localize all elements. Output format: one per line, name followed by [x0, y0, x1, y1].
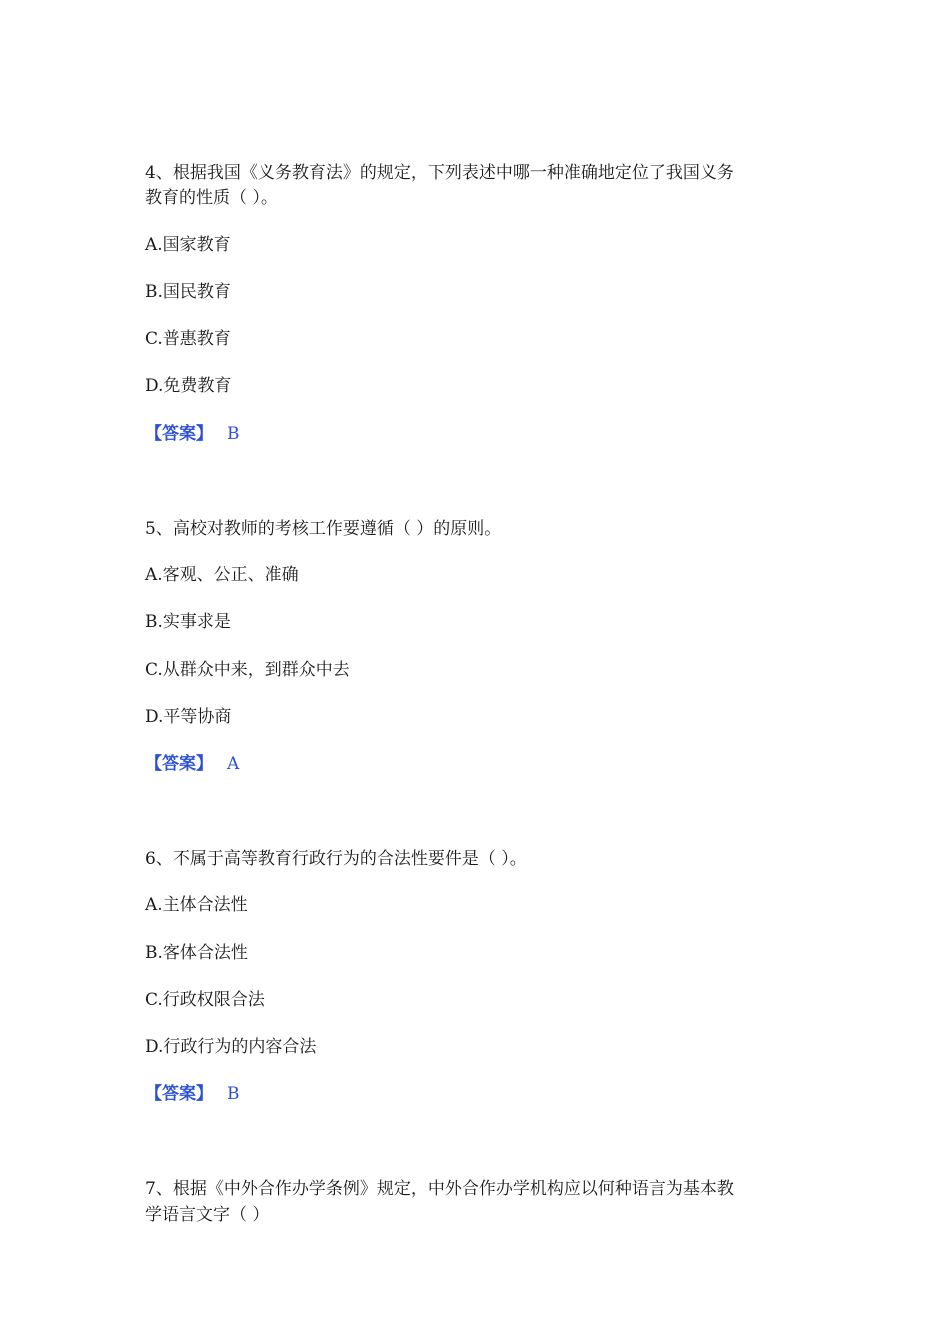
- question-5-stem-line-1: 5、高校对教师的考核工作要遵循（ ）的原则。: [145, 519, 502, 539]
- question-6-option-d: D.行政行为的内容合法: [145, 1037, 317, 1057]
- question-4-stem-line-2: 教育的性质（ ）。: [145, 188, 278, 208]
- question-5-option-b: B.实事求是: [145, 612, 231, 632]
- question-5-option-c: C.从群众中来，到群众中去: [145, 660, 350, 680]
- question-4-option-a: A.国家教育: [145, 235, 231, 255]
- question-6-stem-line-1: 6、不属于高等教育行政行为的合法性要件是（ ）。: [145, 849, 527, 869]
- question-7-stem-line-1: 7、根据《中外合作办学条例》规定，中外合作办学机构应以何种语言为基本教: [145, 1179, 734, 1199]
- question-4-option-d: D.免费教育: [145, 376, 232, 396]
- question-5-option-d: D.平等协商: [145, 707, 232, 727]
- question-6-answer: [145, 1082, 240, 1106]
- question-4-option-b: B.国民教育: [145, 282, 231, 302]
- question-4-answer: [145, 422, 240, 446]
- question-4-option-c: C.普惠教育: [145, 329, 231, 349]
- answer-label: 【答案】: [145, 424, 213, 444]
- question-6-option-c: C.行政权限合法: [145, 990, 265, 1010]
- question-6-option-a: A.主体合法性: [145, 895, 248, 915]
- answer-label: 【答案】: [145, 754, 213, 774]
- question-5-answer: [145, 752, 239, 776]
- question-6-option-b: B.客体合法性: [145, 943, 248, 963]
- question-7-stem-line-2: 学语言文字（ ）: [145, 1205, 270, 1225]
- answer-label: 【答案】: [145, 1084, 213, 1104]
- answer-value: B: [227, 424, 240, 444]
- answer-value: B: [227, 1084, 240, 1104]
- question-5-option-a: A.客观、公正、准确: [145, 565, 299, 585]
- answer-value: A: [227, 754, 240, 774]
- question-4-stem-line-1: 4、根据我国《义务教育法》的规定，下列表述中哪一种准确地定位了我国义务: [145, 163, 734, 183]
